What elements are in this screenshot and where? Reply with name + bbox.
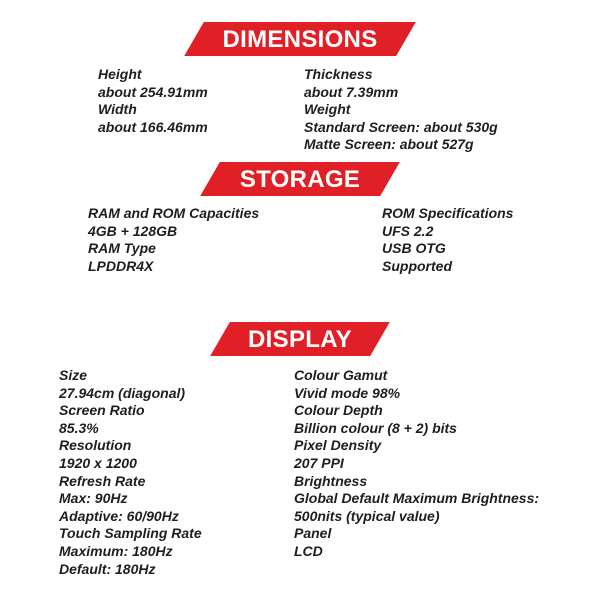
spec-value: 207 PPI [294,454,344,471]
spec-value: LCD [294,542,323,559]
spec-value: 85.3% [59,419,99,436]
spec-value: Matte Screen: about 527g [304,136,474,153]
spec-value: Max: 90Hz [59,490,128,507]
spec-label: Colour Gamut [294,367,388,383]
display-right-list [294,367,539,561]
spec-value: Vivid mode 98% [294,384,401,401]
dimensions-banner [0,22,600,56]
spec-label: Brightness [294,472,368,489]
spec-label: Thickness [304,66,373,82]
display-title: DISPLAY [248,326,352,353]
storage-left-list [88,205,259,275]
spec-value: 500nits (typical value) [294,507,440,524]
spec-value: Default: 180Hz [59,560,156,577]
spec-value: Billion colour (8 + 2) bits [294,419,457,436]
spec-value: about 166.46mm [98,118,208,135]
spec-label: RAM and ROM Capacities [88,205,260,221]
storage-right-list [382,205,513,275]
spec-label: Colour Depth [294,402,383,419]
dimensions-right-list [304,66,498,154]
spec-value: Standard Screen: about 530g [304,118,498,135]
display-left-list [59,367,202,578]
spec-value: LPDDR4X [88,257,154,274]
spec-label: Weight [304,101,351,118]
spec-label: Width [98,101,137,118]
display-banner [0,322,600,356]
spec-value: UFS 2.2 [382,222,434,239]
spec-label: ROM Specifications [382,205,514,221]
spec-value: 1920 x 1200 [59,454,137,471]
spec-label: Pixel Density [294,437,382,454]
storage-banner [0,162,600,196]
spec-label: Height [98,66,142,82]
spec-value: about 7.39mm [304,83,399,100]
spec-label: USB OTG [382,240,446,257]
spec-label: Resolution [59,437,132,454]
spec-label: Size [59,367,88,383]
spec-label: Refresh Rate [59,472,146,489]
spec-label: RAM Type [88,240,156,257]
spec-value: Maximum: 180Hz [59,542,173,559]
dimensions-left-list [98,66,208,136]
spec-value: Global Default Maximum Brightness: [294,490,540,507]
spec-label: Touch Sampling Rate [59,525,202,542]
spec-value: 4GB + 128GB [88,222,178,239]
spec-value: Supported [382,257,452,274]
spec-label: Screen Ratio [59,402,145,419]
spec-label: Panel [294,525,332,542]
spec-value: Adaptive: 60/90Hz [59,507,179,524]
spec-value: about 254.91mm [98,83,208,100]
dimensions-title: DIMENSIONS [222,26,378,53]
spec-value: 27.94cm (diagonal) [59,384,186,401]
storage-title: STORAGE [239,166,361,193]
